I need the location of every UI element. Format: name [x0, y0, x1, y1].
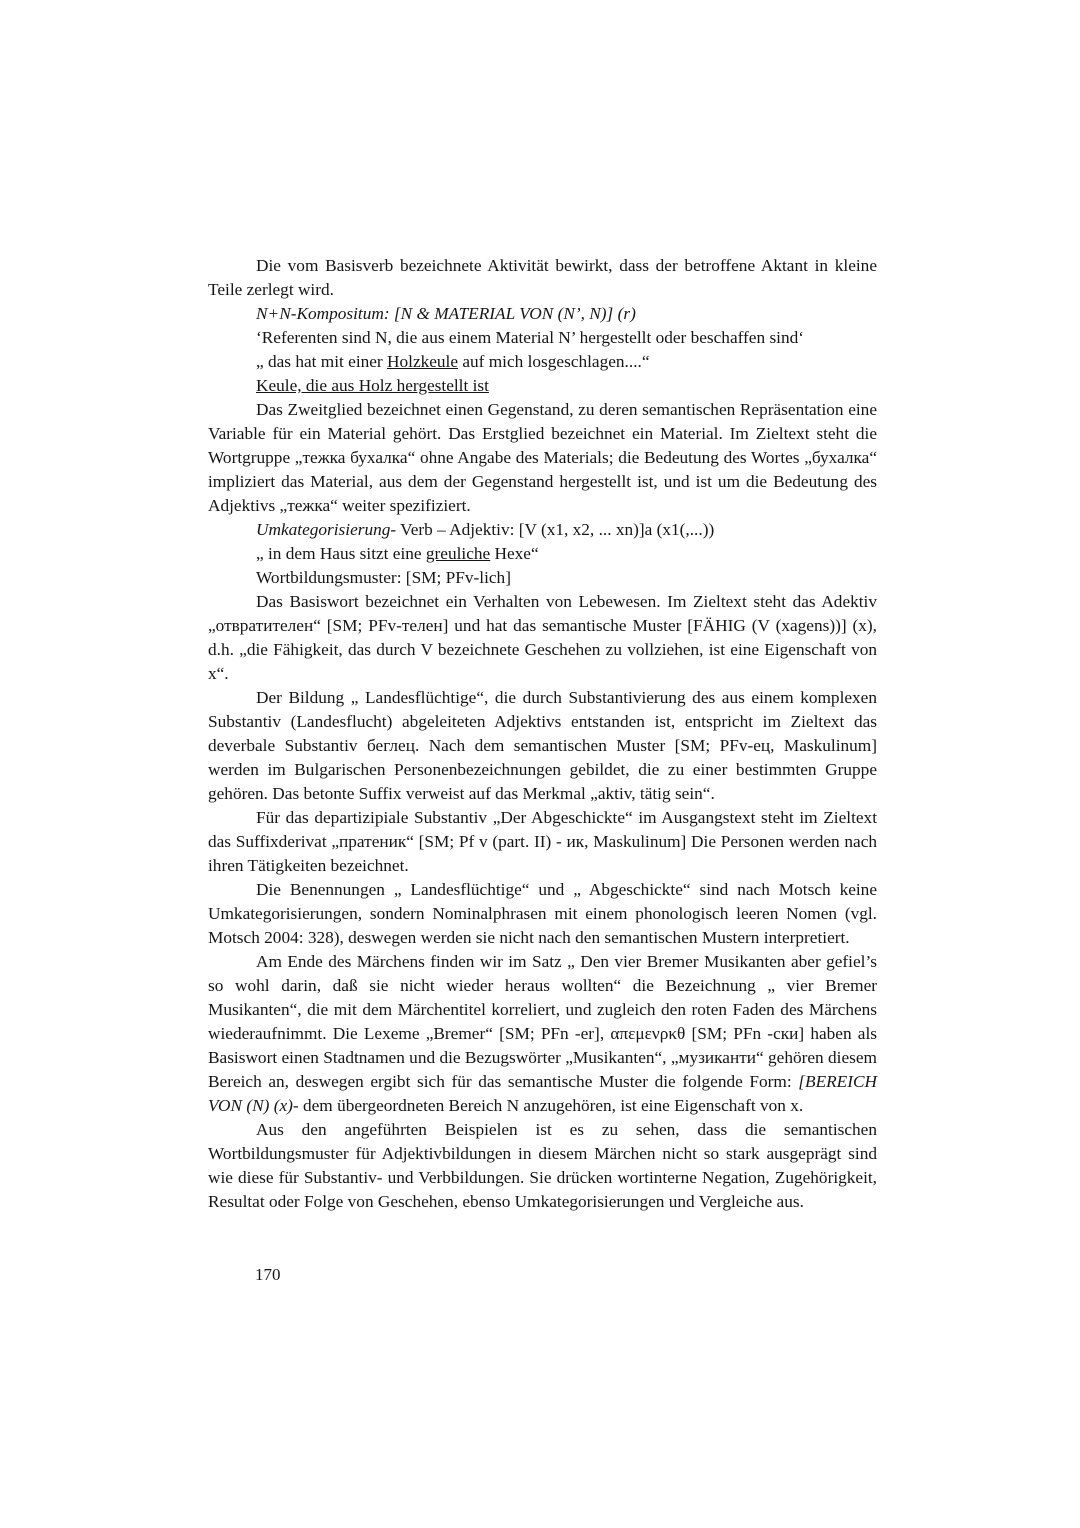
text-run: auf mich losgeschlagen....“: [458, 352, 650, 371]
text-run: Keule, die aus Holz hergestellt ist: [256, 376, 489, 395]
text-run: dem übergeordneten Bereich N anzugehören, ist eine Eigenschaft von x.: [298, 1096, 804, 1115]
text-run: Hexe“: [490, 544, 539, 563]
text-run: Die Benennungen „ Landesflüchtige“ und „ Abgeschickte“ sind nach Motsch keine Umkategorisierungen, sondern Nominalphrasen mit einem phonologisch leeren Nomen (vgl. Motsch 2004: 328), deswegen werden sie nicht nach den semantischen Mustern interpretiert.: [208, 880, 877, 947]
paragraph: [208, 254, 877, 302]
text-run: Umkategorisierung: [256, 520, 391, 539]
paragraph: [208, 350, 877, 374]
text-run: greuliche: [425, 544, 491, 563]
text-run: N+N-Kompositum: [N & MATERIAL VON (N’, N)] (r): [256, 304, 636, 323]
text-run: Wortbildungsmuster: [SM; PFv-lich]: [256, 568, 511, 587]
text-run: [BEREICH VON (N) (x)-: [208, 1072, 877, 1115]
paragraph: [208, 686, 877, 806]
text-run: Am Ende des Märchens finden wir im Satz „ Den vier Bremer Musikanten aber gefiel’s so wohl darin, daß sie nicht wieder heraus wollten“ die Bezeichnung „ vier Bremer Musikanten“, die mit dem Märchentitel korreliert, und zugleich den roten Faden des Märchens wiederaufnimmt. Die Lexeme „Bremer“ [SM; PFn -er], απεμενρκθ [SM; PFn -ски] haben als Basiswort einen Stadtnamen und die Bezugswörter „Musikanten“, „музиканти“ gehören diesem Bereich an, deswegen ergibt sich für das semantische Muster die folgende Form:: [208, 952, 877, 1091]
text-run: ‘Referenten sind N, die aus einem Material N’ hergestellt oder beschaffen sind‘: [256, 328, 805, 347]
page-number: 170: [255, 1265, 281, 1284]
text-run: „ das hat mit einer: [256, 352, 388, 371]
text-run: - Verb – Adjektiv: [V (x1, x2, ... xn)]a (x1(,...)): [390, 520, 715, 539]
paragraph: [208, 398, 877, 518]
paragraph: [208, 302, 877, 326]
text-run: Der Bildung „ Landesflüchtige“, die durch Substantivierung des aus einem komplexen Substantiv (Landesflucht) abgeleiteten Adjektivs entstanden ist, entspricht im Zieltext das deverbale Substantiv беглец. Nach dem semantischen Muster [SM; PFv-ец, Maskulinum] werden im Bulgarischen Personenbezeichnungen gebildet, die zu einer bestimmten Gruppe gehören. Das betonte Suffix verweist auf das Merkmal „aktiv, tätig sein“.: [208, 688, 877, 803]
paragraph: [208, 950, 877, 1118]
paragraph: [208, 806, 877, 878]
paragraph: [208, 542, 877, 566]
text-run: Aus den angeführten Beispielen ist es zu sehen, dass die semantischen Wortbildungsmuster für Adjektivbildungen in diesem Märchen nicht so stark ausgeprägt sind wie diese für Substantiv- und Verbbildungen. Sie drücken wortinterne Negation, Zugehörigkeit, Resultat oder Folge von Geschehen, ebenso Umkategorisierungen und Vergleiche aus.: [208, 1120, 877, 1211]
text-run: Die vom Basisverb bezeichnete Aktivität bewirkt, dass der betroffene Aktant in kleine Teile zerlegt wird.: [208, 256, 877, 299]
text-run: „ in dem Haus sitzt eine: [256, 544, 426, 563]
text-run: Das Basiswort bezeichnet ein Verhalten von Lebewesen. Im Zieltext steht das Adektiv „отвратителен“ [SM; PFv-телен] und hat das semantische Muster [FÄHIG (V (xagens))] (x), d.h. „die Fähigkeit, das durch V bezeichnete Geschehen zu vollziehen, ist eine Eigenschaft von x“.: [208, 592, 877, 683]
paragraph: [208, 878, 877, 950]
paragraph: [208, 566, 877, 590]
text-run: Für das departizipiale Substantiv „Der Abgeschickte“ im Ausgangstext steht im Zieltext das Suffixderivat „пратеник“ [SM; Pf v (part. II) - ик, Maskulinum] Die Personen werden nach ihren Tätigkeiten bezeichnet.: [208, 808, 877, 875]
text-run: Holzkeule: [387, 352, 459, 371]
paragraph: [208, 326, 877, 350]
paragraph: [208, 518, 877, 542]
paragraph: [208, 1118, 877, 1214]
text-run: Das Zweitglied bezeichnet einen Gegenstand, zu deren semantischen Repräsentation eine Variable für ein Material gehört. Das Erstglied bezeichnet ein Material. Im Zieltext steht die Wortgruppe „тежка бухалка“ ohne Angabe des Materials; die Bedeutung des Wortes „бухалка“ impliziert das Material, aus dem der Gegenstand hergestellt ist, und ist um die Bedeutung des Adjektivs „тежка“ weiter spezifiziert.: [208, 400, 877, 515]
paragraph: [208, 590, 877, 686]
document-body: [208, 254, 877, 1214]
paragraph: [208, 374, 877, 398]
